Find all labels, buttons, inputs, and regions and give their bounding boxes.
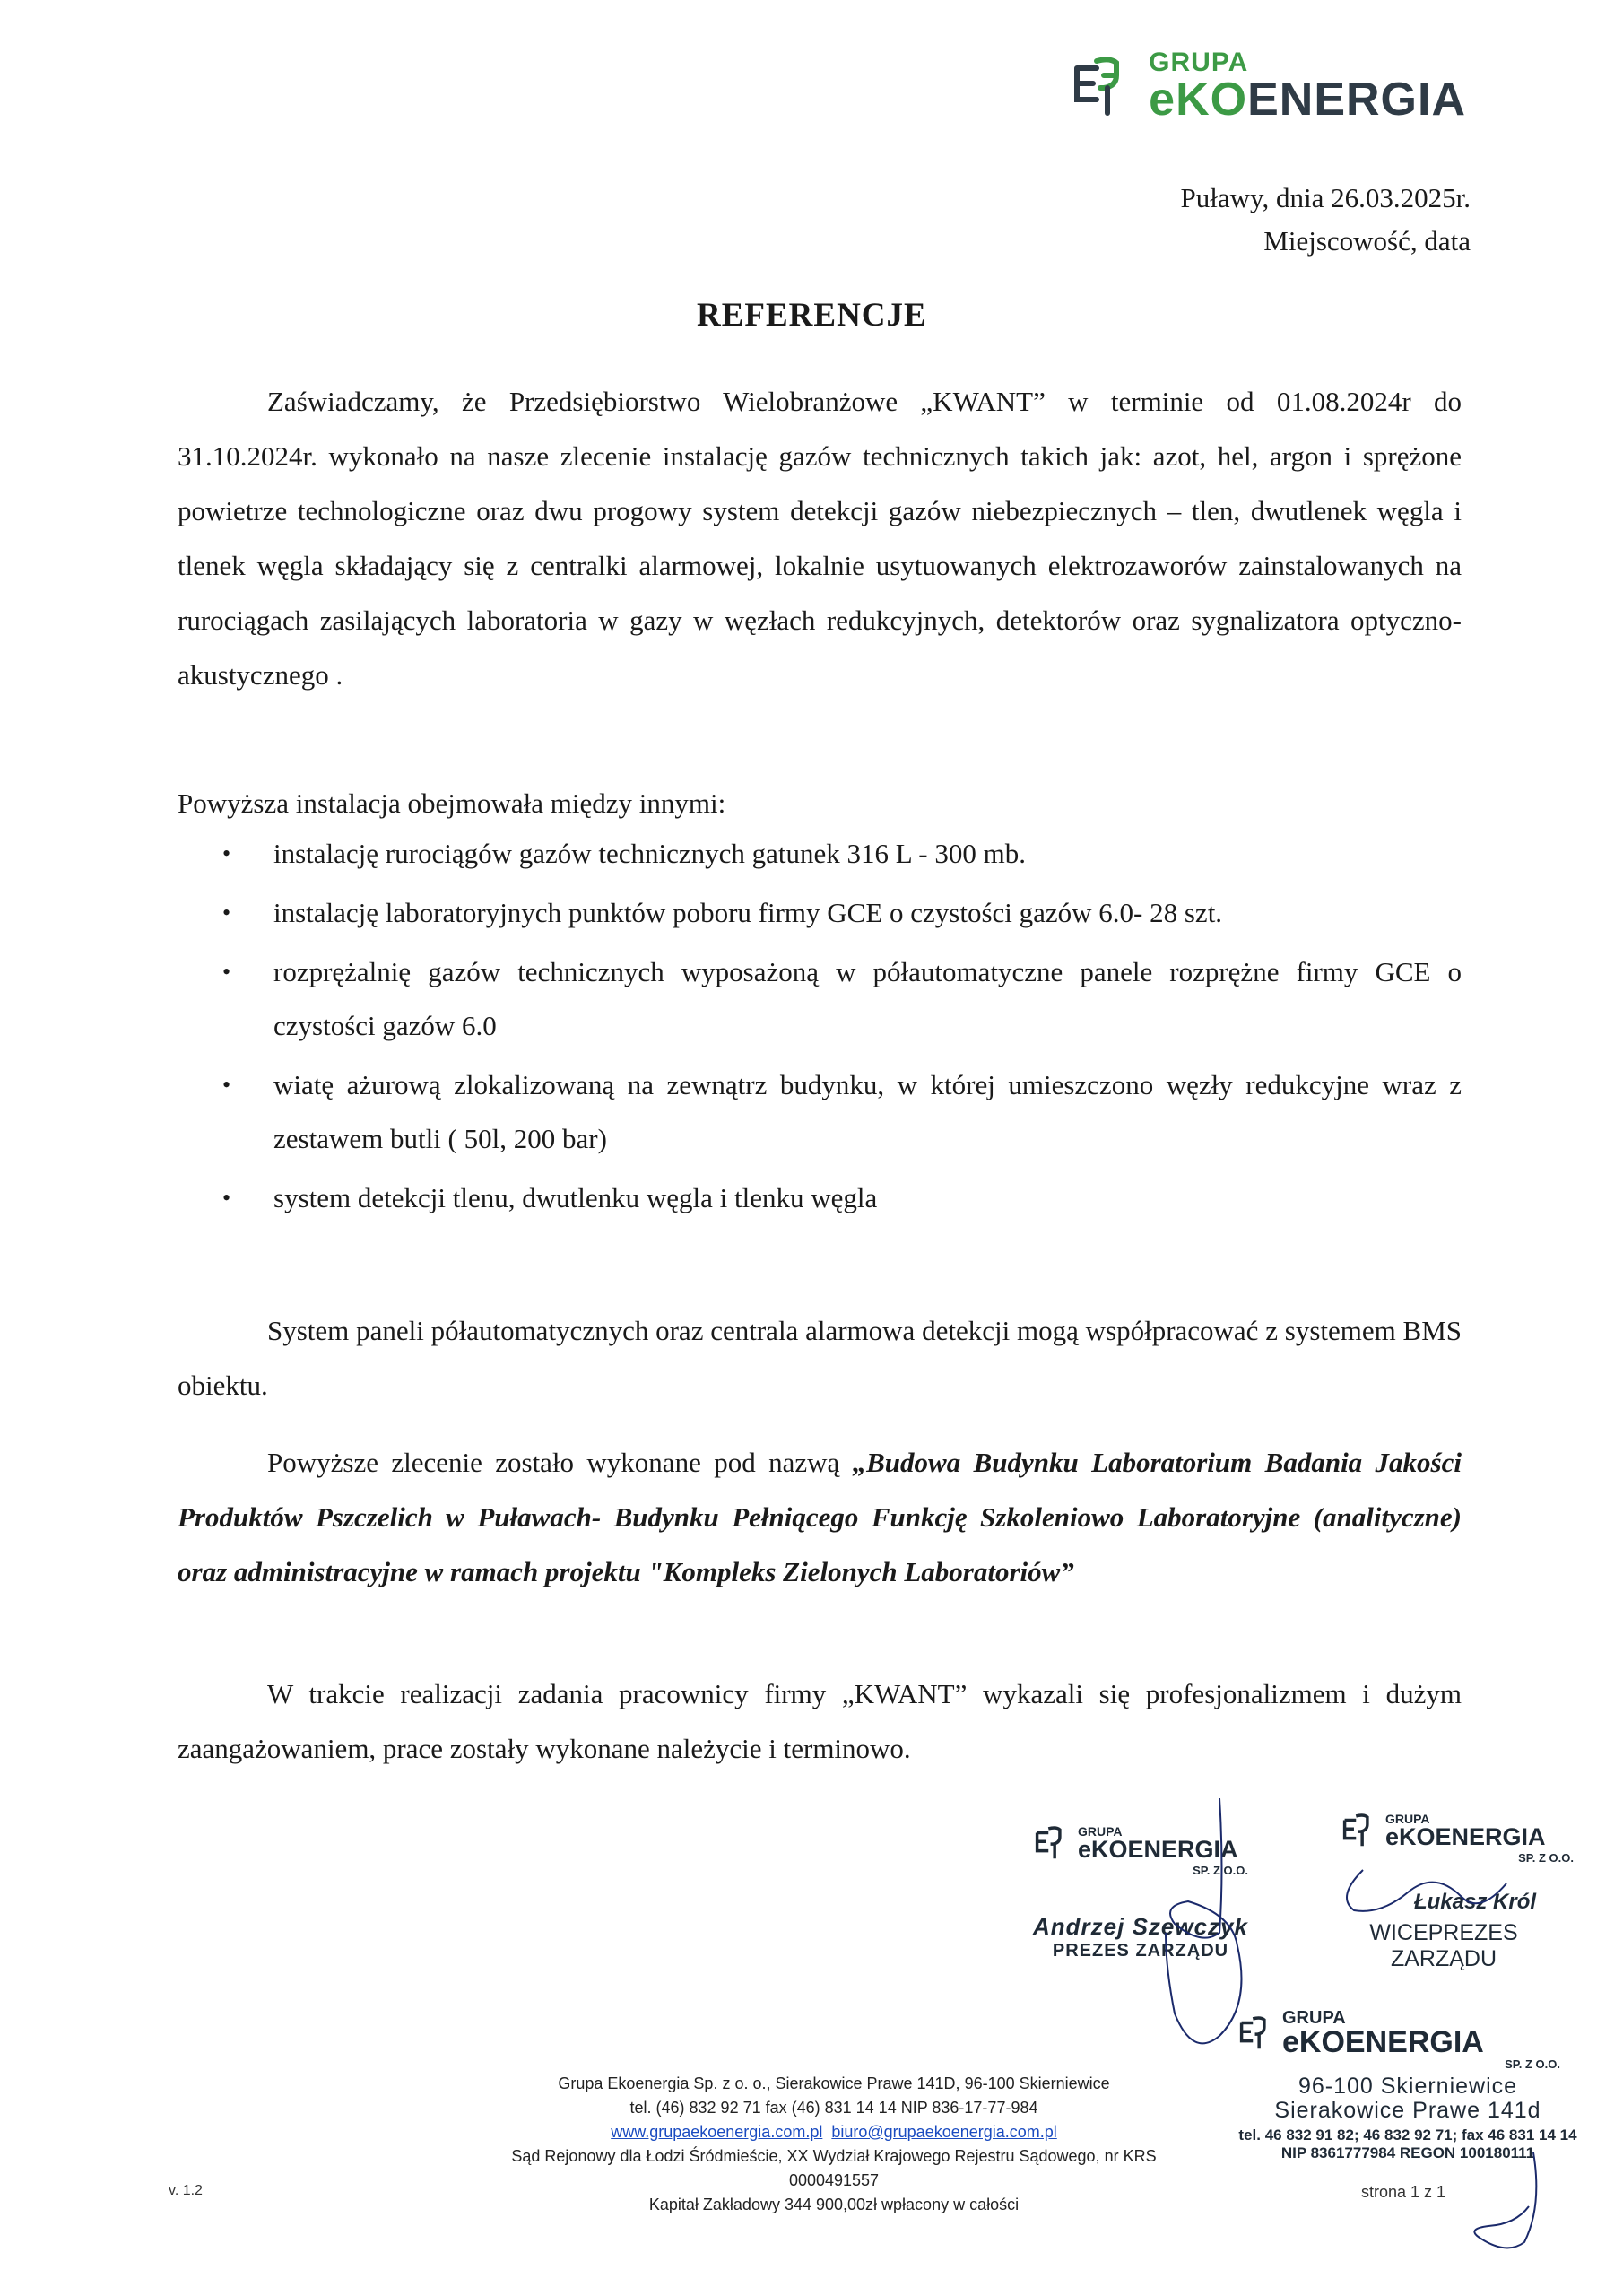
list-item: • instalację laboratoryjnych punktów poboru firmy GCE o czystości gazów 6.0- 28 szt. — [178, 886, 1462, 940]
stamp-grupa: GRUPA — [1282, 2008, 1346, 2028]
list-item: • wiatę ażurową zlokalizowaną na zewnątrz budynku, w której umieszczono węzły redukcyjne wraz z zestawem butli ( 50l, 200 bar) — [178, 1058, 1462, 1166]
paragraph-project — [178, 1435, 1462, 1599]
company-logo — [1070, 48, 1466, 126]
paragraph-bms: System paneli półautomatycznych oraz centrala alarmowa detekcji mogą współpracować z systemem BMS obiektu. — [178, 1315, 1462, 1401]
footer-company-info — [489, 2072, 1179, 2217]
stamp-ekoenergia: eKOENERGIA — [1078, 1835, 1238, 1863]
footer-website-link[interactable]: www.grupaekoenergia.com.pl — [611, 2123, 823, 2141]
signatory-role: PREZES ZARZĄDU — [1052, 1941, 1229, 1961]
ekoenergia-logo-icon — [1070, 50, 1141, 122]
stamp-logo — [1033, 1822, 1248, 1864]
stamp-spzoo: SP. Z O.O. — [1505, 2057, 1560, 2071]
stamp-ekoenergia: eKOENERGIA — [1385, 1822, 1546, 1850]
place-date-caption: Miejscowość, data — [1263, 225, 1471, 257]
place-date: Puławy, dnia 26.03.2025r. — [1180, 182, 1471, 213]
paragraph-scope-lead: Powyższa instalacja obejmowała między innymi: — [178, 787, 726, 819]
stamp-logo — [1237, 2009, 1578, 2057]
place-date-block — [1181, 177, 1471, 263]
footer-court: Sąd Rejonowy dla Łodzi Śródmieście, XX Wydział Krajowego Rejestru Sądowego, nr KRS 0000491557 — [511, 2147, 1157, 2189]
list-item: • rozprężalnię gazów technicznych wyposażoną w półautomatyczne panele rozprężne firmy GCE o czystości gazów 6.0 — [178, 945, 1462, 1053]
stamp-ekoenergia: eKOENERGIA — [1282, 2025, 1484, 2059]
stamp-nip-regon: NIP 8361777984 REGON 100180111 — [1280, 2144, 1535, 2161]
signatory-name: Andrzej Szewczyk — [1033, 1913, 1248, 1940]
footer-capital: Kapitał Zakładowy 344 900,00zł wpłacony w całości — [648, 2196, 1020, 2213]
paragraph-closing: W trakcie realizacji zadania pracownicy firmy „KWANT” wykazali się profesjonalizmem i dużym zaangażowaniem, prace zostały wykonane należycie i terminowo. — [178, 1678, 1462, 1764]
logo-grupa-text: GRUPA — [1149, 48, 1249, 77]
stamp-grupa: GRUPA — [1078, 1823, 1123, 1839]
stamp-spzoo: SP. Z O.O. — [1518, 1851, 1574, 1865]
stamp-vice-president — [1341, 1810, 1574, 1972]
list-item: • instalację rurociągów gazów technicznych gatunek 316 L - 300 mb. — [178, 827, 1462, 881]
stamp-logo — [1341, 1810, 1574, 1851]
paragraph-intro: Zaświadczamy, że Przedsiębiorstwo Wielobranżowe „KWANT” w terminie od 01.08.2024r do 31.10.2024r. wykonało na nasze zlecenie instalację gazów technicznych takich jak: azot, hel, argon i sprężone powietrze technologiczne oraz dwu progowy system detekcji gazów niebezpiecznych – tlen, dwutlenek węgla i tlenek węgla składający się z centralki alarmowej, lokalnie usytuowanych elektrozaworów zainstalowanych na rurociągach zasilających laboratoria w gazy w węzłach redukcyjnych, detektorów oraz sygnalizatora optyczno- akustycznego . — [178, 386, 1462, 691]
list-item: • system detekcji tlenu, dwutlenku węgla i tlenku węgla — [178, 1171, 1462, 1225]
scope-list — [178, 827, 1462, 1231]
logo-ekoenergia-text: eKOENERGIA — [1149, 74, 1466, 126]
signatory-name: Łukasz Król — [1413, 1890, 1537, 1914]
signatory-role: WICEPREZES ZARZĄDU — [1369, 1920, 1518, 1971]
ekoenergia-logo-icon — [1237, 2013, 1279, 2054]
page-number: strona 1 z 1 — [1361, 2183, 1446, 2201]
footer-email-link[interactable]: biuro@grupaekoenergia.com.pl — [831, 2123, 1057, 2141]
footer-contacts: tel. (46) 832 92 71 fax (46) 831 14 14 NIP 836-17-77-984 — [629, 2099, 1038, 2117]
project-name: „Budowa Budynku Laboratorium Badania Jakości Produktów Pszczelich w Puławach- Budynku Pełniącego Funkcję Szkoleniowo Laboratoryjne (analityczne) oraz administracyjne w ramach projektu "Kompleks Zielonych Laboratoriów” — [178, 1447, 1462, 1587]
project-lead: Powyższe zlecenie zostało wykonane pod nazwą — [267, 1447, 853, 1478]
stamp-phones: tel. 46 832 91 82; 46 832 92 71; fax 46 831 14 14 — [1238, 2126, 1577, 2144]
document-title: REFERENCJE — [697, 297, 927, 334]
stamp-company-address — [1237, 2009, 1578, 2162]
document-version: v. 1.2 — [169, 2183, 203, 2198]
stamp-president — [1033, 1822, 1248, 1961]
ekoenergia-logo-icon — [1341, 1810, 1382, 1851]
stamp-spzoo: SP. Z O.O. — [1193, 1864, 1248, 1877]
stamp-street: Sierakowice Prawe 141d — [1274, 2098, 1541, 2123]
ekoenergia-logo-icon — [1033, 1822, 1074, 1864]
stamp-city: 96-100 Skierniewice — [1298, 2074, 1518, 2099]
stamp-grupa: GRUPA — [1385, 1811, 1430, 1826]
footer-address: Grupa Ekoenergia Sp. z o. o., Sierakowice Prawe 141D, 96-100 Skierniewice — [558, 2074, 1110, 2092]
